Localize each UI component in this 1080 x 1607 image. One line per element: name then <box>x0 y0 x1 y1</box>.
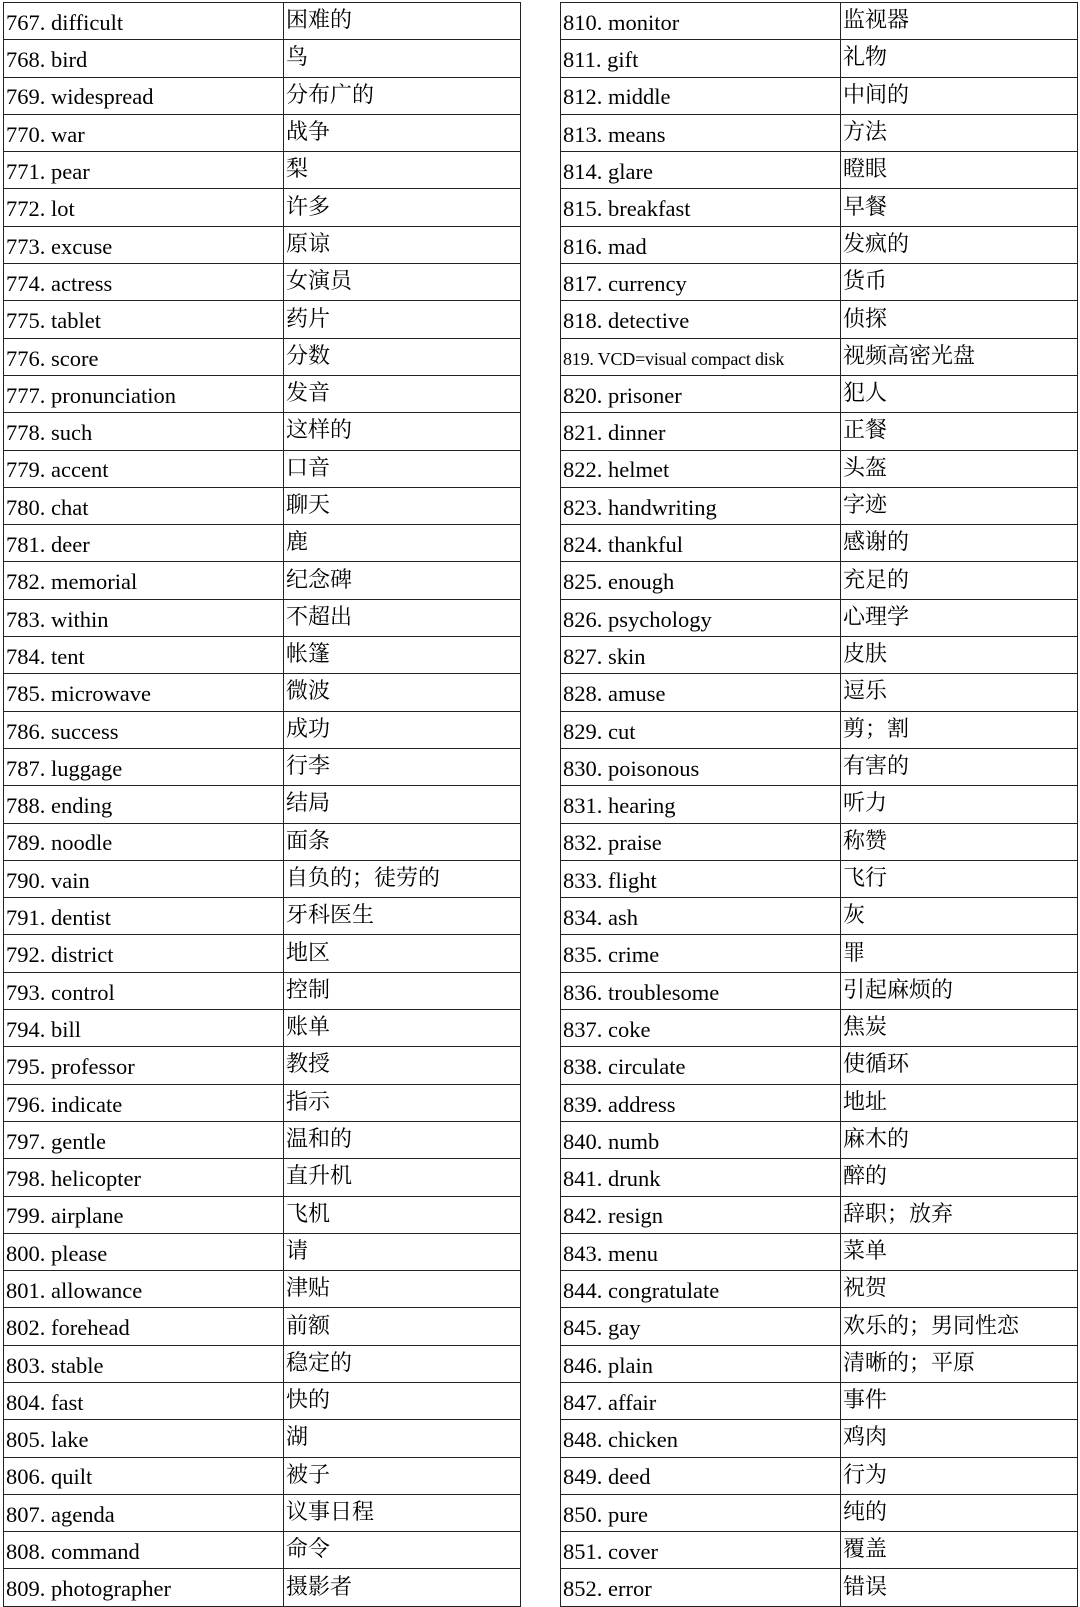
english-word-cell: 808. command <box>4 1532 284 1569</box>
vocab-row <box>4 40 521 77</box>
english-word-cell: 812. middle <box>561 77 841 114</box>
english-word-cell: 789. noodle <box>4 823 284 860</box>
vocab-row <box>561 1159 1078 1196</box>
english-word-cell: 809. photographer <box>4 1569 284 1606</box>
vocab-row <box>561 1308 1078 1345</box>
vocab-row <box>561 637 1078 674</box>
english-word-cell: 778. such <box>4 413 284 450</box>
chinese-meaning-cell: 药片 <box>284 301 521 338</box>
vocab-row <box>561 972 1078 1009</box>
english-word-cell: 824. thankful <box>561 525 841 562</box>
chinese-meaning-cell: 面条 <box>284 823 521 860</box>
english-word-cell: 825. enough <box>561 562 841 599</box>
chinese-meaning-cell: 罪 <box>841 935 1078 972</box>
english-word-cell: 768. bird <box>4 40 284 77</box>
vocab-row <box>4 786 521 823</box>
english-word-cell: 780. chat <box>4 487 284 524</box>
vocab-row <box>4 860 521 897</box>
vocab-row <box>4 674 521 711</box>
vocab-row <box>561 786 1078 823</box>
vocab-row <box>4 77 521 114</box>
chinese-meaning-cell: 侦探 <box>841 301 1078 338</box>
chinese-meaning-cell: 女演员 <box>284 264 521 301</box>
chinese-meaning-cell: 欢乐的；男同性恋 <box>841 1308 1078 1345</box>
chinese-meaning-cell: 有害的 <box>841 748 1078 785</box>
english-word-cell: 787. luggage <box>4 748 284 785</box>
chinese-meaning-cell: 菜单 <box>841 1233 1078 1270</box>
chinese-meaning-cell: 方法 <box>841 114 1078 151</box>
english-word-cell: 804. fast <box>4 1382 284 1419</box>
chinese-meaning-cell: 摄影者 <box>284 1569 521 1606</box>
vocab-row <box>4 1233 521 1270</box>
vocab-row <box>561 226 1078 263</box>
english-word-cell: 811. gift <box>561 40 841 77</box>
chinese-meaning-cell: 牙科医生 <box>284 898 521 935</box>
english-word-cell: 788. ending <box>4 786 284 823</box>
chinese-meaning-cell: 战争 <box>284 114 521 151</box>
english-word-cell: 818. detective <box>561 301 841 338</box>
english-word-cell: 843. menu <box>561 1233 841 1270</box>
vocab-row <box>4 450 521 487</box>
chinese-meaning-cell: 鸡肉 <box>841 1420 1078 1457</box>
chinese-meaning-cell: 发音 <box>284 375 521 412</box>
vocab-row <box>561 338 1078 375</box>
english-word-cell: 784. tent <box>4 637 284 674</box>
english-word-cell: 805. lake <box>4 1420 284 1457</box>
vocab-row <box>561 1084 1078 1121</box>
english-word-cell: 775. tablet <box>4 301 284 338</box>
chinese-meaning-cell: 逗乐 <box>841 674 1078 711</box>
english-word-cell: 810. monitor <box>561 3 841 40</box>
vocab-row <box>561 77 1078 114</box>
chinese-meaning-cell: 错误 <box>841 1569 1078 1606</box>
vocab-row <box>4 413 521 450</box>
english-word-cell: 845. gay <box>561 1308 841 1345</box>
chinese-meaning-cell: 覆盖 <box>841 1532 1078 1569</box>
english-word-cell: 781. deer <box>4 525 284 562</box>
english-word-cell: 852. error <box>561 1569 841 1606</box>
english-word-cell: 802. forehead <box>4 1308 284 1345</box>
chinese-meaning-cell: 皮肤 <box>841 637 1078 674</box>
chinese-meaning-cell: 结局 <box>284 786 521 823</box>
english-word-cell: 770. war <box>4 114 284 151</box>
chinese-meaning-cell: 困难的 <box>284 3 521 40</box>
vocab-row <box>561 1457 1078 1494</box>
english-word-cell: 774. actress <box>4 264 284 301</box>
chinese-meaning-cell: 教授 <box>284 1047 521 1084</box>
english-word-cell: 819. VCD=visual compact disk <box>561 338 841 375</box>
english-word-cell: 830. poisonous <box>561 748 841 785</box>
vocab-row <box>561 264 1078 301</box>
chinese-meaning-cell: 不超出 <box>284 599 521 636</box>
english-word-cell: 803. stable <box>4 1345 284 1382</box>
vocab-row <box>561 1271 1078 1308</box>
english-word-cell: 823. handwriting <box>561 487 841 524</box>
vocab-row <box>561 114 1078 151</box>
english-word-cell: 834. ash <box>561 898 841 935</box>
english-word-cell: 846. plain <box>561 1345 841 1382</box>
vocab-row <box>4 823 521 860</box>
vocab-row <box>561 599 1078 636</box>
chinese-meaning-cell: 指示 <box>284 1084 521 1121</box>
vocab-table-left-body <box>4 3 521 1607</box>
vocab-row <box>4 1196 521 1233</box>
english-word-cell: 828. amuse <box>561 674 841 711</box>
vocab-row <box>4 1494 521 1531</box>
chinese-meaning-cell: 快的 <box>284 1382 521 1419</box>
english-word-cell: 807. agenda <box>4 1494 284 1531</box>
vocab-table-right-body <box>561 3 1078 1607</box>
english-word-cell: 837. coke <box>561 1010 841 1047</box>
chinese-meaning-cell: 帐篷 <box>284 637 521 674</box>
chinese-meaning-cell: 货币 <box>841 264 1078 301</box>
vocab-table-left <box>3 2 521 1607</box>
vocab-row <box>561 1047 1078 1084</box>
chinese-meaning-cell: 飞行 <box>841 860 1078 897</box>
english-word-cell: 848. chicken <box>561 1420 841 1457</box>
chinese-meaning-cell: 请 <box>284 1233 521 1270</box>
vocab-row <box>561 1345 1078 1382</box>
chinese-meaning-cell: 成功 <box>284 711 521 748</box>
chinese-meaning-cell: 纯的 <box>841 1494 1078 1531</box>
vocab-row <box>4 264 521 301</box>
vocab-row <box>561 674 1078 711</box>
english-word-cell: 790. vain <box>4 860 284 897</box>
chinese-meaning-cell: 温和的 <box>284 1121 521 1158</box>
vocab-row <box>4 1010 521 1047</box>
chinese-meaning-cell: 行为 <box>841 1457 1078 1494</box>
english-word-cell: 777. pronunciation <box>4 375 284 412</box>
english-word-cell: 779. accent <box>4 450 284 487</box>
vocab-row <box>561 40 1078 77</box>
vocab-row <box>561 1382 1078 1419</box>
english-word-cell: 833. flight <box>561 860 841 897</box>
vocab-row <box>561 935 1078 972</box>
chinese-meaning-cell: 充足的 <box>841 562 1078 599</box>
chinese-meaning-cell: 剪；割 <box>841 711 1078 748</box>
english-word-cell: 792. district <box>4 935 284 972</box>
vocab-row <box>561 748 1078 785</box>
vocab-row <box>561 711 1078 748</box>
chinese-meaning-cell: 控制 <box>284 972 521 1009</box>
chinese-meaning-cell: 地区 <box>284 935 521 972</box>
vocab-row <box>4 637 521 674</box>
vocab-row <box>4 3 521 40</box>
english-word-cell: 795. professor <box>4 1047 284 1084</box>
chinese-meaning-cell: 直升机 <box>284 1159 521 1196</box>
english-word-cell: 832. praise <box>561 823 841 860</box>
chinese-meaning-cell: 这样的 <box>284 413 521 450</box>
english-word-cell: 850. pure <box>561 1494 841 1531</box>
chinese-meaning-cell: 称赞 <box>841 823 1078 860</box>
english-word-cell: 813. means <box>561 114 841 151</box>
vocab-row <box>4 226 521 263</box>
chinese-meaning-cell: 祝贺 <box>841 1271 1078 1308</box>
vocab-row <box>4 487 521 524</box>
chinese-meaning-cell: 使循环 <box>841 1047 1078 1084</box>
chinese-meaning-cell: 账单 <box>284 1010 521 1047</box>
chinese-meaning-cell: 麻木的 <box>841 1121 1078 1158</box>
vocab-row <box>561 1196 1078 1233</box>
english-word-cell: 826. psychology <box>561 599 841 636</box>
vocab-row <box>4 599 521 636</box>
chinese-meaning-cell: 前额 <box>284 1308 521 1345</box>
chinese-meaning-cell: 感谢的 <box>841 525 1078 562</box>
chinese-meaning-cell: 头盔 <box>841 450 1078 487</box>
english-word-cell: 822. helmet <box>561 450 841 487</box>
chinese-meaning-cell: 灰 <box>841 898 1078 935</box>
english-word-cell: 771. pear <box>4 152 284 189</box>
english-word-cell: 782. memorial <box>4 562 284 599</box>
english-word-cell: 842. resign <box>561 1196 841 1233</box>
vocab-row <box>4 1084 521 1121</box>
chinese-meaning-cell: 醉的 <box>841 1159 1078 1196</box>
chinese-meaning-cell: 正餐 <box>841 413 1078 450</box>
english-word-cell: 814. glare <box>561 152 841 189</box>
english-word-cell: 816. mad <box>561 226 841 263</box>
english-word-cell: 769. widespread <box>4 77 284 114</box>
vocab-row <box>4 1271 521 1308</box>
vocab-row <box>561 898 1078 935</box>
english-word-cell: 800. please <box>4 1233 284 1270</box>
english-word-cell: 794. bill <box>4 1010 284 1047</box>
vocab-row <box>4 1569 521 1606</box>
vocab-row <box>4 525 521 562</box>
vocab-row <box>4 338 521 375</box>
english-word-cell: 835. crime <box>561 935 841 972</box>
vocab-row <box>561 1121 1078 1158</box>
chinese-meaning-cell: 许多 <box>284 189 521 226</box>
chinese-meaning-cell: 早餐 <box>841 189 1078 226</box>
vocab-row <box>4 898 521 935</box>
chinese-meaning-cell: 事件 <box>841 1382 1078 1419</box>
english-word-cell: 815. breakfast <box>561 189 841 226</box>
english-word-cell: 821. dinner <box>561 413 841 450</box>
english-word-cell: 791. dentist <box>4 898 284 935</box>
chinese-meaning-cell: 微波 <box>284 674 521 711</box>
chinese-meaning-cell: 地址 <box>841 1084 1078 1121</box>
vocab-row <box>4 1345 521 1382</box>
chinese-meaning-cell: 原谅 <box>284 226 521 263</box>
english-word-cell: 798. helicopter <box>4 1159 284 1196</box>
vocab-row <box>4 1047 521 1084</box>
chinese-meaning-cell: 引起麻烦的 <box>841 972 1078 1009</box>
english-word-cell: 839. address <box>561 1084 841 1121</box>
chinese-meaning-cell: 辞职；放弃 <box>841 1196 1078 1233</box>
chinese-meaning-cell: 飞机 <box>284 1196 521 1233</box>
vocab-row <box>561 525 1078 562</box>
chinese-meaning-cell: 分数 <box>284 338 521 375</box>
vocab-row <box>561 3 1078 40</box>
vocab-row <box>561 189 1078 226</box>
chinese-meaning-cell: 焦炭 <box>841 1010 1078 1047</box>
english-word-cell: 827. skin <box>561 637 841 674</box>
vocab-row <box>4 711 521 748</box>
english-word-cell: 851. cover <box>561 1532 841 1569</box>
chinese-meaning-cell: 中间的 <box>841 77 1078 114</box>
chinese-meaning-cell: 字迹 <box>841 487 1078 524</box>
english-word-cell: 772. lot <box>4 189 284 226</box>
english-word-cell: 776. score <box>4 338 284 375</box>
chinese-meaning-cell: 发疯的 <box>841 226 1078 263</box>
vocab-row <box>561 860 1078 897</box>
chinese-meaning-cell: 湖 <box>284 1420 521 1457</box>
vocab-row <box>4 1382 521 1419</box>
english-word-cell: 785. microwave <box>4 674 284 711</box>
vocab-row <box>4 114 521 151</box>
chinese-meaning-cell: 分布广的 <box>284 77 521 114</box>
vocab-row <box>4 1159 521 1196</box>
english-word-cell: 817. currency <box>561 264 841 301</box>
chinese-meaning-cell: 心理学 <box>841 599 1078 636</box>
vocab-row <box>4 1532 521 1569</box>
vocab-row <box>561 152 1078 189</box>
vocab-row <box>561 413 1078 450</box>
english-word-cell: 849. deed <box>561 1457 841 1494</box>
chinese-meaning-cell: 视频高密光盘 <box>841 338 1078 375</box>
vocab-row <box>561 375 1078 412</box>
chinese-meaning-cell: 津贴 <box>284 1271 521 1308</box>
english-word-cell: 801. allowance <box>4 1271 284 1308</box>
chinese-meaning-cell: 瞪眼 <box>841 152 1078 189</box>
english-word-cell: 847. affair <box>561 1382 841 1419</box>
vocab-row <box>561 487 1078 524</box>
vocab-row <box>561 1010 1078 1047</box>
chinese-meaning-cell: 梨 <box>284 152 521 189</box>
vocab-row <box>4 1121 521 1158</box>
chinese-meaning-cell: 聊天 <box>284 487 521 524</box>
chinese-meaning-cell: 议事日程 <box>284 1494 521 1531</box>
vocab-row <box>561 1494 1078 1531</box>
vocab-row <box>561 823 1078 860</box>
vocab-row <box>4 1457 521 1494</box>
english-word-cell: 783. within <box>4 599 284 636</box>
english-word-cell: 838. circulate <box>561 1047 841 1084</box>
vocab-row <box>561 1420 1078 1457</box>
english-word-cell: 820. prisoner <box>561 375 841 412</box>
english-word-cell: 806. quilt <box>4 1457 284 1494</box>
english-word-cell: 797. gentle <box>4 1121 284 1158</box>
vocab-row <box>561 562 1078 599</box>
english-word-cell: 844. congratulate <box>561 1271 841 1308</box>
vocab-table-right <box>560 2 1078 1607</box>
chinese-meaning-cell: 监视器 <box>841 3 1078 40</box>
vocab-row <box>4 1308 521 1345</box>
english-word-cell: 796. indicate <box>4 1084 284 1121</box>
chinese-meaning-cell: 被子 <box>284 1457 521 1494</box>
english-word-cell: 767. difficult <box>4 3 284 40</box>
vocab-row <box>4 189 521 226</box>
chinese-meaning-cell: 犯人 <box>841 375 1078 412</box>
english-word-cell: 799. airplane <box>4 1196 284 1233</box>
chinese-meaning-cell: 鹿 <box>284 525 521 562</box>
vocab-row <box>561 1532 1078 1569</box>
vocab-row <box>561 1233 1078 1270</box>
vocab-row <box>4 562 521 599</box>
english-word-cell: 831. hearing <box>561 786 841 823</box>
vocab-row <box>561 1569 1078 1606</box>
chinese-meaning-cell: 纪念碑 <box>284 562 521 599</box>
english-word-cell: 836. troublesome <box>561 972 841 1009</box>
chinese-meaning-cell: 礼物 <box>841 40 1078 77</box>
chinese-meaning-cell: 清晰的；平原 <box>841 1345 1078 1382</box>
english-word-cell: 841. drunk <box>561 1159 841 1196</box>
chinese-meaning-cell: 命令 <box>284 1532 521 1569</box>
chinese-meaning-cell: 口音 <box>284 450 521 487</box>
english-word-cell: 786. success <box>4 711 284 748</box>
chinese-meaning-cell: 鸟 <box>284 40 521 77</box>
chinese-meaning-cell: 自负的；徒劳的 <box>284 860 521 897</box>
english-word-cell: 829. cut <box>561 711 841 748</box>
vocab-row <box>4 375 521 412</box>
vocab-row <box>561 301 1078 338</box>
vocab-row <box>4 152 521 189</box>
vocab-row <box>4 972 521 1009</box>
vocab-row <box>4 1420 521 1457</box>
vocab-row <box>4 748 521 785</box>
english-word-cell: 840. numb <box>561 1121 841 1158</box>
chinese-meaning-cell: 听力 <box>841 786 1078 823</box>
chinese-meaning-cell: 稳定的 <box>284 1345 521 1382</box>
english-word-cell: 773. excuse <box>4 226 284 263</box>
chinese-meaning-cell: 行李 <box>284 748 521 785</box>
vocab-row <box>4 935 521 972</box>
vocab-row <box>561 450 1078 487</box>
english-word-cell: 793. control <box>4 972 284 1009</box>
vocab-row <box>4 301 521 338</box>
